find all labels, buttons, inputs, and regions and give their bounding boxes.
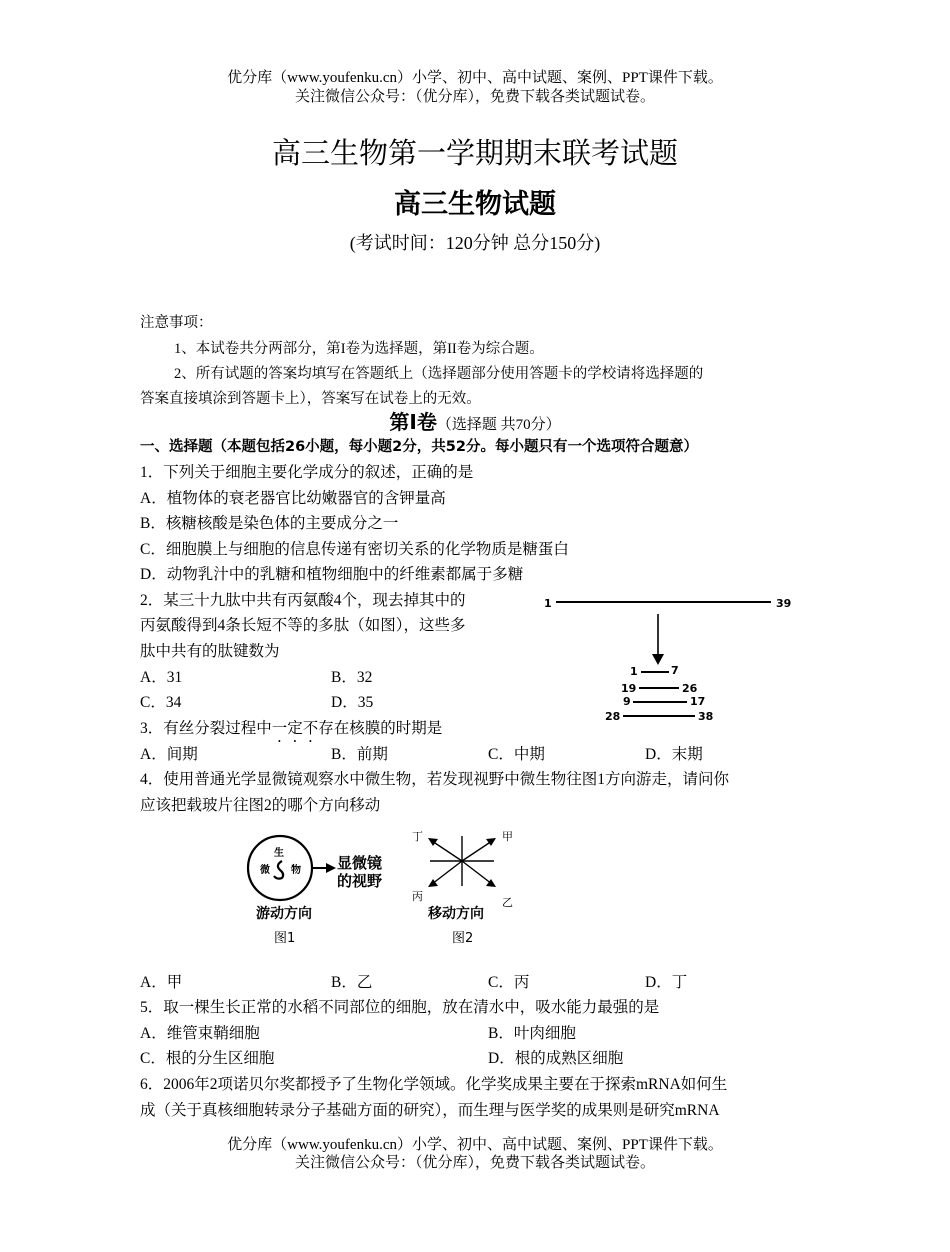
notice-heading: 注意事项：	[140, 315, 213, 331]
q2-stem-line-2: 丙氨酸得到4条长短不等的多肽（如图），这些多	[140, 617, 466, 634]
q2-option-b: B．32	[331, 669, 373, 686]
section-heading	[0, 409, 950, 438]
q2-stem-line-3: 肽中共有的肽键数为	[140, 643, 280, 660]
page-title: 高三生物第一学期期末联考试题	[271, 138, 678, 170]
fig2-dir-jia: 甲	[502, 830, 513, 843]
q6-stem-line-1: 6．2006年2项诺贝尔奖都授予了生物化学领域。化学奖成果主要在于探索mRNA如何生	[140, 1076, 728, 1093]
q3-stem-post: 存在核膜的时期是	[318, 720, 443, 737]
piece-1-end: 7	[671, 664, 679, 677]
page-subtitle: 高三生物试题	[394, 189, 556, 220]
section-instructions: 一、选择题（本题包括26小题，每小题2分，共52分。每小题只有一个选项符合题意）	[140, 439, 698, 455]
fig2-dir-ding: 丁	[412, 830, 423, 843]
q5-option-a: A．维管束鞘细胞	[140, 1025, 260, 1042]
fig2-dir-yi: 乙	[502, 896, 513, 909]
fig2-arrow-ding-line	[432, 841, 462, 861]
fig1-caption: 图1	[274, 931, 296, 946]
notice-item-1: 1、本试卷共分两部分，第I卷为选择题，第II卷为综合题。	[174, 341, 544, 357]
piece-3-start: 9	[623, 695, 631, 708]
q4-stem-line-1: 4．使用普通光学显微镜观察水中微生物，若发现视野中微生物往图1方向游走，请问你	[140, 771, 730, 788]
q5-stem: 5．取一棵生长正常的水稻不同部位的细胞，放在清水中，吸水能力最强的是	[140, 999, 660, 1016]
header-line-2: 关注微信公众号：（优分库），免费下载各类试题试卷。	[294, 89, 655, 105]
fig1-label-wu: 物	[291, 865, 301, 876]
q1-option-b: B．核糖核酸是染色体的主要成分之一	[140, 515, 399, 532]
piece-2-start: 19	[621, 682, 637, 695]
q4-option-d: D．丁	[645, 974, 688, 991]
q3-stem-emphasis: 一定不	[271, 720, 319, 737]
fig2-dir-bing: 丙	[412, 890, 423, 903]
microorganism-icon	[274, 861, 283, 879]
fig1-direction-label: 游动方向	[256, 906, 312, 922]
piece-4-start: 28	[605, 710, 621, 723]
right-arrow-icon	[326, 863, 336, 873]
notice-item-2-line-2: 答案直接填涂到答题卡上），答案写在试卷上的无效。	[140, 391, 481, 407]
footer-line-2: 关注微信公众号：（优分库），免费下载各类试题试卷。	[294, 1155, 655, 1171]
q4-option-b: B．乙	[331, 974, 373, 991]
fig1-label-sheng: 生	[274, 848, 284, 859]
piece-1-start: 1	[630, 665, 638, 678]
q3-stem	[140, 719, 442, 746]
q4-option-a: A．甲	[140, 974, 183, 991]
q2-option-a: A．31	[140, 669, 183, 686]
microscope-field-circle	[248, 836, 312, 900]
q4-option-c: C．丙	[488, 974, 530, 991]
piece-3-end: 17	[690, 695, 706, 708]
figure-2-move-direction	[404, 826, 524, 950]
section-subtitle: （选择题 共70分）	[436, 417, 561, 433]
fig2-arrow-jia-line	[462, 841, 492, 861]
fig1-field-label-1: 显微镜	[337, 854, 383, 872]
q3-option-a: A．间期	[140, 746, 198, 763]
q1-option-c: C．细胞膜上与细胞的信息传递有密切关系的化学物质是糖蛋白	[140, 541, 569, 558]
fig2-arrow-yi-line	[462, 861, 492, 884]
piece-4-end: 38	[698, 710, 714, 723]
footer-line-1: 优分库（www.youfenku.cn）小学、初中、高中试题、案例、PPT课件下载。	[227, 1137, 723, 1153]
q6-stem-line-2: 成（关于真核细胞转录分子基础方面的研究），而生理与医学奖的成果则是研究mRNA	[140, 1102, 720, 1119]
fig1-field-label-2: 的视野	[337, 872, 383, 890]
fig2-caption: 图2	[452, 931, 474, 946]
fig2-direction-label: 移动方向	[428, 906, 484, 922]
q3-option-d: D．末期	[645, 746, 703, 763]
q2-option-c: C．34	[140, 694, 182, 711]
q2-stem-line-1: 2．某三十九肽中共有丙氨酸4个，现去掉其中的	[140, 592, 466, 609]
notice-item-2-line-1: 2、所有试题的答案均填写在答题纸上（选择题部分使用答题卡的学校请将选择题的	[174, 366, 704, 382]
down-arrow-icon	[652, 654, 664, 665]
peptide-diagram	[538, 588, 800, 728]
q1-option-d: D．动物乳汁中的乳糖和植物细胞中的纤维素都属于多糖	[140, 566, 524, 583]
peptide-top-end: 39	[776, 597, 792, 610]
peptide-top-start: 1	[544, 597, 552, 610]
q1-stem: 1．下列关于细胞主要化学成分的叙述，正确的是	[140, 464, 474, 481]
figure-1-swim-direction	[240, 828, 400, 950]
q5-option-b: B．叶肉细胞	[488, 1025, 576, 1042]
fig2-arrow-bing-line	[432, 861, 462, 884]
q5-option-c: C．根的分生区细胞	[140, 1050, 275, 1067]
section-title: 第Ⅰ卷	[389, 410, 437, 434]
q4-stem-line-2: 应该把载玻片往图2的哪个方向移动	[140, 797, 381, 814]
header-line-1: 优分库（www.youfenku.cn）小学、初中、高中试题、案例、PPT课件下载。	[227, 70, 723, 86]
q5-option-d: D．根的成熟区细胞	[488, 1050, 624, 1067]
piece-2-end: 26	[682, 682, 698, 695]
fig1-label-wei: 微	[260, 865, 270, 876]
q1-option-a: A．植物体的衰老器官比幼嫩器官的含钾量高	[140, 490, 446, 507]
q3-stem-pre: 3．有丝分裂过程中	[140, 720, 272, 737]
exam-info: (考试时间：120分钟 总分150分)	[349, 233, 601, 253]
q3-option-b: B．前期	[331, 746, 388, 763]
q2-option-d: D．35	[331, 694, 374, 711]
q3-option-c: C．中期	[488, 746, 545, 763]
